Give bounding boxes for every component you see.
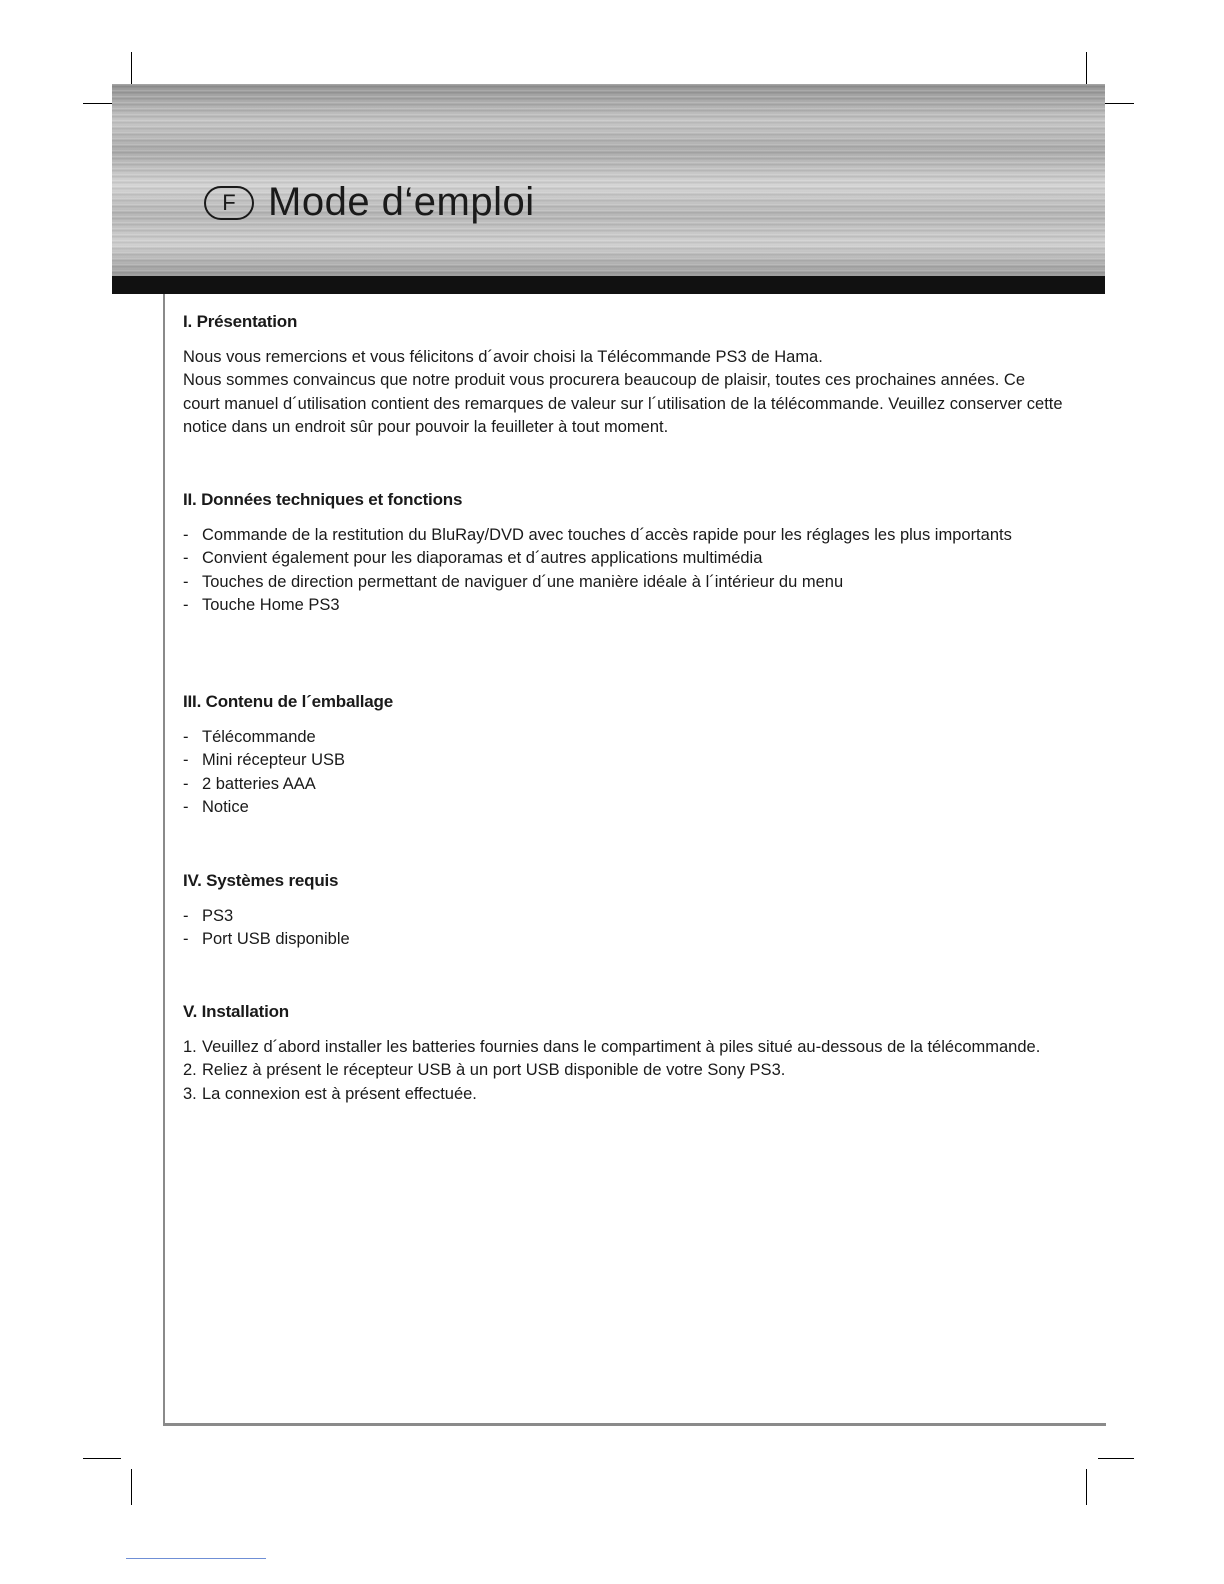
list-item: [183, 1036, 1040, 1060]
list-item: [183, 749, 393, 773]
list-item: [183, 594, 1012, 618]
list-item-text: 2 batteries AAA: [202, 774, 316, 793]
list-item-text: Port USB disponible: [202, 930, 350, 948]
list-item: [183, 796, 393, 820]
section-heading: IV. Systèmes requis: [183, 871, 339, 890]
list-item-text: Commande de la restitution du BluRay/DVD avec touches d´accès rapide pour les réglages les plus importants: [202, 525, 1012, 544]
list-marker: -: [183, 727, 189, 746]
list-item-text: Touches de direction permettant de naviguer d´une manière idéale à l´intérieur du menu: [202, 572, 844, 591]
banner-title: [204, 180, 535, 225]
section-package-contents: [183, 690, 393, 820]
list-item: [183, 1059, 1040, 1083]
section-system-requirements: [183, 869, 350, 952]
page-title: Mode d‘emploi: [268, 180, 535, 224]
language-badge: F: [204, 186, 254, 220]
list-item-text: La connexion est à présent effectuée.: [202, 1084, 477, 1103]
section-installation: [183, 1000, 1040, 1106]
list-marker: -: [183, 525, 189, 544]
list-marker: -: [183, 596, 189, 614]
left-rule: [163, 294, 165, 1425]
section-heading: V. Installation: [183, 1002, 289, 1021]
list-marker: -: [183, 751, 189, 769]
list-marker: -: [183, 930, 189, 948]
list-item-text: Mini récepteur USB: [202, 751, 346, 769]
banner-bottom-bar: [112, 276, 1105, 294]
list-item: [183, 726, 393, 750]
list-item: [183, 773, 393, 797]
list-item-text: Télécommande: [202, 727, 316, 746]
contents-list: [183, 726, 393, 820]
list-item-text: Touche Home PS3: [202, 596, 340, 614]
list-marker: 1.: [183, 1037, 197, 1056]
list-marker: -: [183, 906, 189, 925]
section-heading: II. Données techniques et fonctions: [183, 490, 463, 509]
list-item: [183, 928, 350, 952]
section-technical-data: [183, 488, 1012, 618]
list-marker: -: [183, 774, 189, 793]
list-marker: -: [183, 549, 189, 567]
list-item: [183, 571, 1012, 595]
list-item: [183, 905, 350, 929]
feature-list: [183, 524, 1012, 618]
list-item-text: Convient également pour les diaporamas et d´autres applications multimédia: [202, 549, 763, 567]
section-presentation: [183, 310, 1063, 440]
crop-mark-bottom-right-v: [1086, 1469, 1087, 1505]
crop-mark-bottom-left-v: [131, 1469, 132, 1505]
paragraph: Nous vous remercions et vous félicitons d´avoir choisi la Télécommande PS3 de Hama.: [183, 347, 823, 366]
list-item-text: Veuillez d´abord installer les batteries fournies dans le compartiment à piles situé au-dessous de la télécommande.: [202, 1037, 1041, 1056]
list-item: [183, 1083, 1040, 1107]
requirements-list: [183, 905, 350, 952]
section-heading: I. Présentation: [183, 312, 298, 331]
crop-mark-bottom-right-h: [1098, 1458, 1134, 1459]
paragraph: Nous sommes convaincus que notre produit vous procurera beaucoup de plaisir, toutes ces prochaines années. Ce court manuel d´utilisation contient des remarques de valeur sur l´utilisation de la télécommande. Veuillez conserver cette notice dans un endroit sûr pour pouvoir la feuilleter à tout moment.: [183, 371, 1063, 436]
list-marker: 3.: [183, 1084, 197, 1103]
section-heading: III. Contenu de l´emballage: [183, 692, 393, 711]
list-item-text: Reliez à présent le récepteur USB à un port USB disponible de votre Sony PS3.: [202, 1061, 786, 1079]
crop-mark-bottom-left-h: [83, 1458, 121, 1459]
list-marker: 2.: [183, 1061, 197, 1079]
bottom-rule: [163, 1423, 1106, 1426]
list-item-text: Notice: [202, 798, 249, 816]
list-item-text: PS3: [202, 906, 234, 925]
header-banner: [112, 84, 1105, 294]
installation-steps: [183, 1036, 1040, 1107]
list-item: [183, 524, 1012, 548]
list-item: [183, 547, 1012, 571]
list-marker: -: [183, 798, 189, 816]
list-marker: -: [183, 572, 189, 591]
bottom-link-underline: [126, 1558, 266, 1559]
